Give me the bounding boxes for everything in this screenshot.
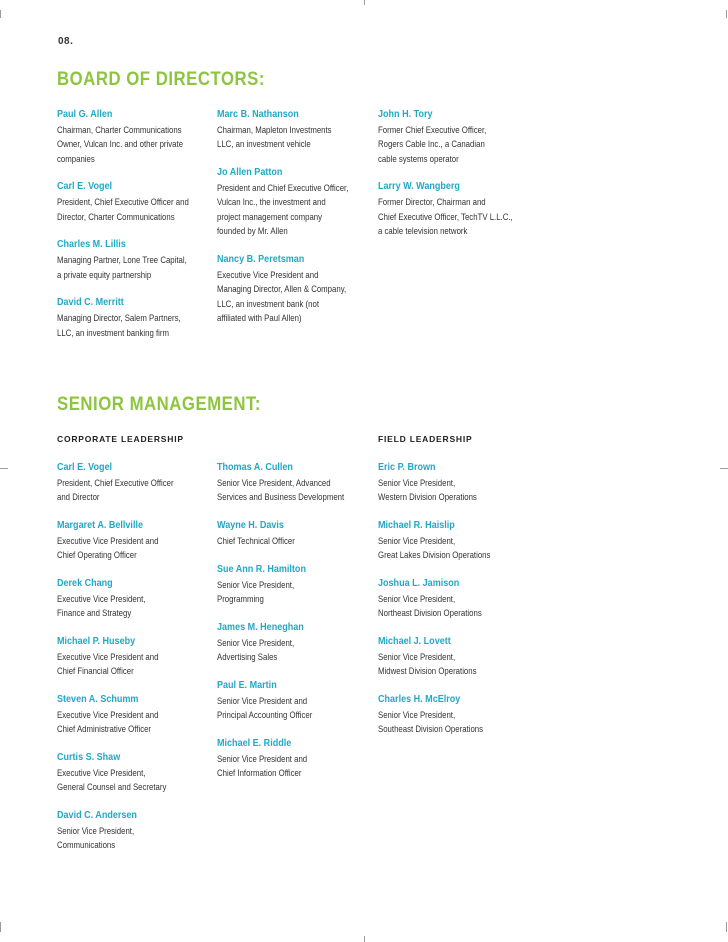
- person-title-line: Senior Vice President,: [217, 637, 295, 648]
- crop-mark: [364, 0, 365, 5]
- management-column-2: [217, 461, 369, 795]
- board-of-directors-title: BOARD OF DIRECTORS:: [57, 68, 265, 90]
- person-title-line: General Counsel and Secretary: [57, 782, 167, 793]
- person-name: Paul G. Allen: [57, 108, 113, 120]
- crop-mark: [0, 468, 8, 469]
- person-title-line: Chief Operating Officer: [57, 550, 137, 561]
- person-entry: [57, 809, 209, 853]
- crop-mark: [0, 10, 1, 18]
- person-name: Wayne H. Davis: [217, 519, 284, 531]
- person-entry: [378, 519, 530, 563]
- person-name: David C. Andersen: [57, 809, 137, 821]
- person-title-line: Owner, Vulcan Inc. and other private: [57, 139, 184, 150]
- senior-management-title: SENIOR MANAGEMENT:: [57, 393, 262, 415]
- person-title-line: Chief Technical Officer: [217, 536, 295, 546]
- person-name: Derek Chang: [57, 577, 113, 589]
- board-column-2: [217, 108, 369, 340]
- person-name: Charles H. McElroy: [378, 693, 461, 705]
- field-leadership-heading: FIELD LEADERSHIP: [378, 434, 473, 444]
- person-title-line: Senior Vice President,: [378, 594, 456, 604]
- person-name: Charles M. Lillis: [57, 238, 126, 251]
- person-entry: [378, 577, 530, 621]
- person-title-line: LLC, an investment vehicle: [217, 139, 311, 150]
- person-title-line: President, Chief Executive Officer and: [57, 197, 189, 208]
- person-name: Michael E. Riddle: [217, 736, 292, 749]
- person-entry: [378, 693, 530, 737]
- person-title-line: a cable television network: [378, 226, 468, 237]
- management-column-3: [378, 461, 530, 751]
- person-title-line: Advertising Sales: [217, 652, 278, 662]
- person-name: Thomas A. Cullen: [217, 461, 293, 473]
- person-title-line: Senior Vice President, Advanced: [217, 478, 331, 488]
- person-entry: [217, 108, 369, 152]
- person-title-line: Vulcan Inc., the investment and: [217, 197, 326, 208]
- person-name: Nancy B. Peretsman: [217, 252, 305, 265]
- person-name: Michael P. Huseby: [57, 635, 136, 647]
- person-name: Margaret A. Bellville: [57, 519, 143, 531]
- person-entry: [57, 461, 209, 505]
- person-name: Jo Allen Patton: [217, 166, 283, 178]
- person-entry: [57, 238, 209, 282]
- person-title-line: Principal Accounting Officer: [217, 710, 313, 720]
- person-entry: [217, 461, 369, 505]
- person-entry: [57, 693, 209, 737]
- person-title-line: Managing Partner, Lone Tree Capital,: [57, 255, 187, 266]
- page-number: 08.: [58, 36, 74, 47]
- person-entry: [57, 180, 209, 224]
- person-title-line: companies: [57, 153, 95, 164]
- crop-mark: [726, 922, 727, 932]
- person-title-line: Former Chief Executive Officer,: [378, 125, 487, 135]
- person-title-line: President and Chief Executive Officer,: [217, 183, 349, 193]
- person-name: Paul E. Martin: [217, 678, 277, 691]
- person-entry: [57, 577, 209, 621]
- crop-mark: [720, 468, 728, 469]
- person-title-line: Executive Vice President and: [57, 652, 159, 662]
- person-title-line: Senior Vice President,: [57, 826, 135, 836]
- person-title-line: Executive Vice President and: [217, 269, 319, 280]
- person-title-line: Chief Information Officer: [217, 768, 302, 778]
- person-name: Carl E. Vogel: [57, 461, 113, 473]
- person-entry: [217, 519, 369, 548]
- person-name: John H. Tory: [378, 108, 433, 120]
- person-title-line: founded by Mr. Allen: [217, 226, 288, 237]
- person-name: Carl E. Vogel: [57, 180, 113, 193]
- person-title-line: affiliated with Paul Allen): [217, 313, 302, 324]
- person-entry: [57, 108, 209, 166]
- person-title-line: Director, Charter Communications: [57, 211, 175, 222]
- person-entry: [217, 679, 369, 723]
- person-title-line: Senior Vice President,: [378, 536, 456, 546]
- person-title-line: Chairman, Mapleton Investments: [217, 125, 332, 135]
- person-title-line: Communications: [57, 840, 116, 851]
- person-name: Marc B. Nathanson: [217, 108, 299, 120]
- person-title-line: Midwest Division Operations: [378, 666, 477, 677]
- person-name: David C. Merritt: [57, 296, 124, 309]
- person-title-line: Chief Financial Officer: [57, 666, 134, 677]
- person-name: James M. Heneghan: [217, 620, 304, 633]
- person-title-line: Senior Vice President,: [378, 710, 456, 720]
- board-column-3: [378, 108, 530, 253]
- person-title-line: Finance and Strategy: [57, 608, 132, 619]
- person-entry: [217, 621, 369, 665]
- person-title-line: Chairman, Charter Communications: [57, 125, 182, 135]
- person-title-line: Executive Vice President and: [57, 536, 159, 546]
- person-title-line: Executive Vice President,: [57, 594, 146, 604]
- person-entry: [378, 635, 530, 679]
- person-title-line: Great Lakes Division Operations: [378, 550, 491, 561]
- person-entry: [217, 563, 369, 607]
- person-entry: [217, 737, 369, 781]
- person-title-line: President, Chief Executive Officer: [57, 478, 174, 488]
- person-entry: [57, 296, 209, 340]
- person-title-line: and Director: [57, 492, 100, 503]
- person-title-line: a private equity partnership: [57, 269, 152, 280]
- person-title-line: Northeast Division Operations: [378, 608, 482, 619]
- person-title-line: Rogers Cable Inc., a Canadian: [378, 139, 485, 150]
- person-title-line: LLC, an investment bank (not: [217, 298, 320, 309]
- person-title-line: Senior Vice President and: [217, 695, 308, 706]
- person-entry: [378, 461, 530, 505]
- crop-mark: [726, 10, 727, 18]
- person-entry: [217, 253, 369, 326]
- person-title-line: Chief Executive Officer, TechTV L.L.C.,: [378, 211, 513, 222]
- person-title-line: Executive Vice President,: [57, 768, 146, 778]
- person-entry: [378, 108, 530, 166]
- person-title-line: Managing Director, Salem Partners,: [57, 313, 181, 324]
- crop-mark: [0, 922, 1, 932]
- person-name: Joshua L. Jamison: [378, 577, 460, 589]
- person-name: Steven A. Schumm: [57, 693, 139, 705]
- board-column-1: [57, 108, 209, 354]
- person-entry: [57, 519, 209, 563]
- management-column-1: [57, 461, 209, 867]
- person-entry: [57, 635, 209, 679]
- person-name: Sue Ann R. Hamilton: [217, 562, 306, 575]
- person-title-line: LLC, an investment banking firm: [57, 327, 169, 338]
- person-name: Eric P. Brown: [378, 461, 436, 473]
- person-name: Michael R. Haislip: [378, 519, 455, 531]
- person-title-line: Programming: [217, 594, 264, 604]
- person-title-line: Senior Vice President,: [378, 652, 456, 662]
- person-name: Curtis S. Shaw: [57, 751, 121, 763]
- person-title-line: Chief Administrative Officer: [57, 724, 152, 735]
- person-title-line: Managing Director, Allen & Company,: [217, 284, 347, 295]
- person-title-line: Senior Vice President,: [217, 579, 295, 590]
- person-title-line: Executive Vice President and: [57, 710, 159, 720]
- person-title-line: project management company: [217, 211, 323, 222]
- person-title-line: Senior Vice President,: [378, 478, 456, 488]
- person-title-line: Services and Business Development: [217, 492, 345, 503]
- person-title-line: cable systems operator: [378, 153, 459, 164]
- person-title-line: Western Division Operations: [378, 492, 477, 503]
- person-entry: [57, 751, 209, 795]
- person-title-line: Senior Vice President and: [217, 753, 308, 764]
- person-entry: [378, 180, 530, 238]
- person-name: Larry W. Wangberg: [378, 180, 460, 193]
- person-title-line: Former Director, Chairman and: [378, 197, 486, 208]
- person-name: Michael J. Lovett: [378, 635, 451, 647]
- person-entry: [217, 166, 369, 239]
- crop-mark: [364, 936, 365, 942]
- corporate-leadership-heading: CORPORATE LEADERSHIP: [57, 434, 184, 444]
- person-title-line: Southeast Division Operations: [378, 724, 484, 735]
